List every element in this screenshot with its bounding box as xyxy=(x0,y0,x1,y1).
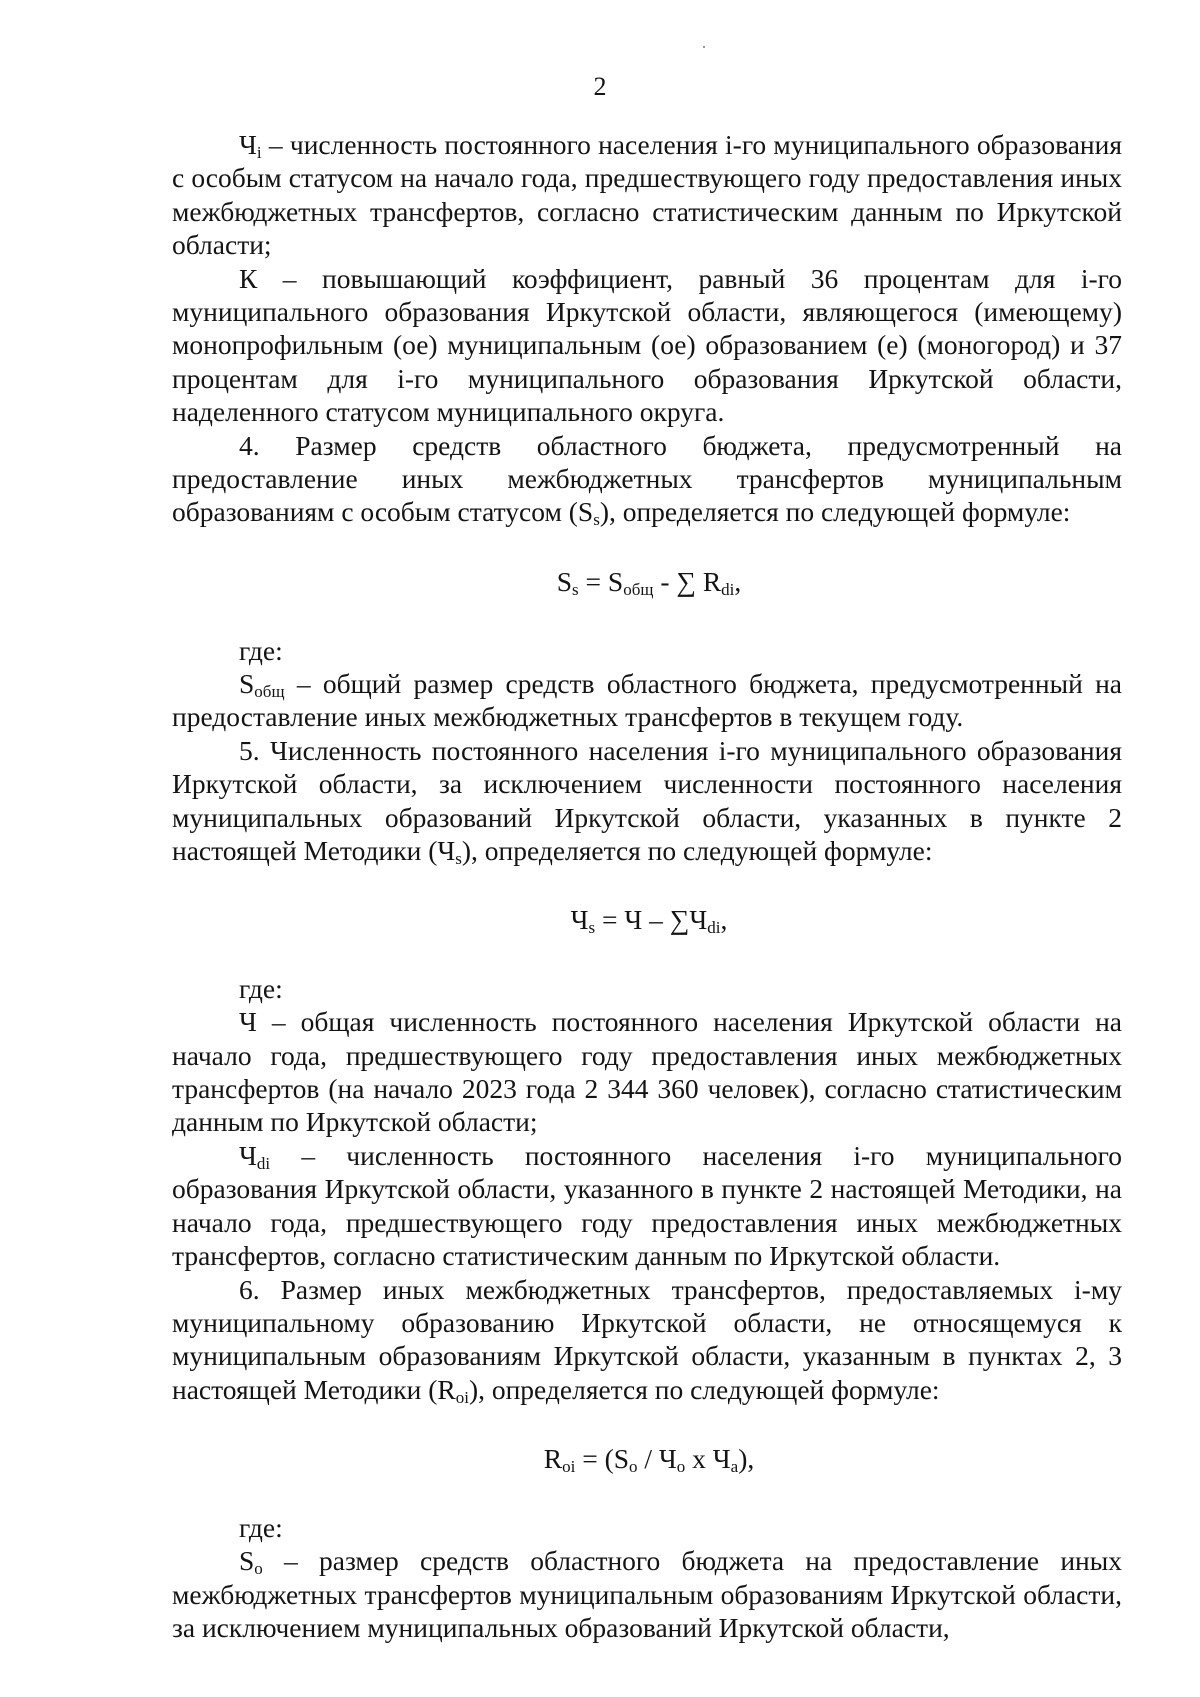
paragraph-text: ), определяется по следующей формуле: xyxy=(468,1373,940,1405)
symbol-subscript: di xyxy=(256,1154,271,1174)
scan-artifact-dot xyxy=(703,46,705,48)
formula-term: , xyxy=(734,565,742,597)
symbol: S xyxy=(239,667,255,699)
symbol-subscript: oi xyxy=(455,1387,469,1407)
where-label: где: xyxy=(239,973,283,1005)
paragraph-text: – размер средств областного бюджета на предоставление иных межбюджетных трансфертов муниципальным образованиям Иркутской области, за исключением муниципальных образований Иркутской области, xyxy=(172,1545,1122,1643)
paragraph-item-6 xyxy=(172,1273,1122,1406)
paragraph-text: – численность постоянного населения i-го муниципального образования Иркутской области, указанного в пункте 2 настоящей Методики, на начало года, предшествующего году предоставления иных межбюджетных трансфертов, согласно статистическим данным по Иркутской области. xyxy=(172,1140,1122,1272)
formula-term: = S xyxy=(578,565,624,597)
paragraph-item-5 xyxy=(172,734,1122,867)
formula-subscript: s xyxy=(588,918,596,938)
page-number: 2 xyxy=(593,72,607,101)
symbol: S xyxy=(239,1545,255,1577)
formula-subscript: oi xyxy=(562,1457,576,1476)
where-label: где: xyxy=(239,634,283,666)
paragraph-text: 6. Размер иных межбюджетных трансфертов, предоставляемых i-му муниципальному образованию Иркутской области, не относящемуся к муниципальным образованиям Иркутской области, указанным в пунктах 2, 3 настоящей Методики (R xyxy=(172,1273,1122,1405)
paragraph-s-o-definition xyxy=(172,1544,1122,1644)
formula-ss xyxy=(172,565,1122,598)
paragraph-ch-i-definition xyxy=(172,128,1122,261)
formula-term: = (S xyxy=(575,1443,630,1474)
paragraph-k-definition: К – повышающий коэффициент, равный 36 процентам для i-го муниципального образования Иркутской области, являющегося (имеющему) монопрофильным (ое) муниципальным (ое) образованием (е) (моногород) и 37 процентам для i-го муниципального образования Иркутской области, наделенного статусом муниципального округа. xyxy=(172,262,1122,427)
paragraph-text: 4. Размер средств областного бюджета, предусмотренный на предоставление иных межбюджетных трансфертов муниципальным образованиям с особым статусом (S xyxy=(172,429,1122,528)
formula-term: / Ч xyxy=(637,1443,677,1474)
formula-ch-s xyxy=(172,903,1122,936)
formula-subscript: di xyxy=(707,918,721,938)
paragraph-text: ), определяется по следующей формуле: xyxy=(599,496,1071,528)
formula-term: - ∑ R xyxy=(653,565,722,597)
symbol: Ч xyxy=(239,129,257,160)
formula-term: х Ч xyxy=(685,1443,731,1474)
formula-subscript: a xyxy=(730,1457,739,1476)
formula-subscript: общ xyxy=(623,579,654,599)
paragraph-text: 5. Численность постоянного населения i-го муниципального образования Иркутской области, за исключением численности постоянного населения муниципальных образований Иркутской области, указанных в пункте 2 настоящей Методики (Ч xyxy=(172,734,1122,866)
formula-subscript: s xyxy=(572,579,579,599)
formula-subscript: di xyxy=(721,579,735,599)
document-body xyxy=(172,128,1122,1644)
paragraph-ch-definition: Ч – общая численность постоянного населения Иркутской области на начало года, предшествующего году предоставления иных межбюджетных трансфертов (на начало 2023 года 2 344 360 человек), согласно статистическим данным по Иркутской области; xyxy=(172,1006,1122,1138)
paragraph-text: ), определяется по следующей формуле: xyxy=(461,834,933,866)
paragraph-item-4 xyxy=(172,429,1122,529)
formula-subscript: o xyxy=(676,1457,686,1476)
formula-subscript: o xyxy=(629,1457,638,1476)
formula-term: R xyxy=(543,1443,563,1474)
symbol-subscript: o xyxy=(254,1559,263,1579)
symbol-subscript: s xyxy=(593,510,600,530)
formula-term: S xyxy=(556,565,572,597)
paragraph-text: – численность постоянного населения i-го муниципального образования с особым статусом на начало года, предшествующего году предоставления иных межбюджетных трансфертов, согласно статистическим данным по Иркутской области; xyxy=(172,129,1122,260)
formula-term: , xyxy=(720,904,728,936)
formula-term: ), xyxy=(738,1443,755,1474)
symbol-subscript: i xyxy=(256,143,262,162)
formula-term: Ч xyxy=(570,904,589,936)
where-label: где: xyxy=(239,1512,283,1543)
symbol-subscript: общ xyxy=(254,681,285,701)
formula-term: = Ч – ∑Ч xyxy=(595,904,708,936)
paragraph-s-total-definition xyxy=(172,667,1122,734)
paragraph-text: – общий размер средств областного бюджета, предусмотренный на предоставление иных межбюджетных трансфертов в текущем году. xyxy=(172,667,1122,733)
symbol-subscript: s xyxy=(455,848,462,868)
symbol: Ч xyxy=(239,1140,257,1172)
paragraph-ch-di-definition xyxy=(172,1139,1122,1272)
formula-r-oi xyxy=(172,1442,1122,1475)
